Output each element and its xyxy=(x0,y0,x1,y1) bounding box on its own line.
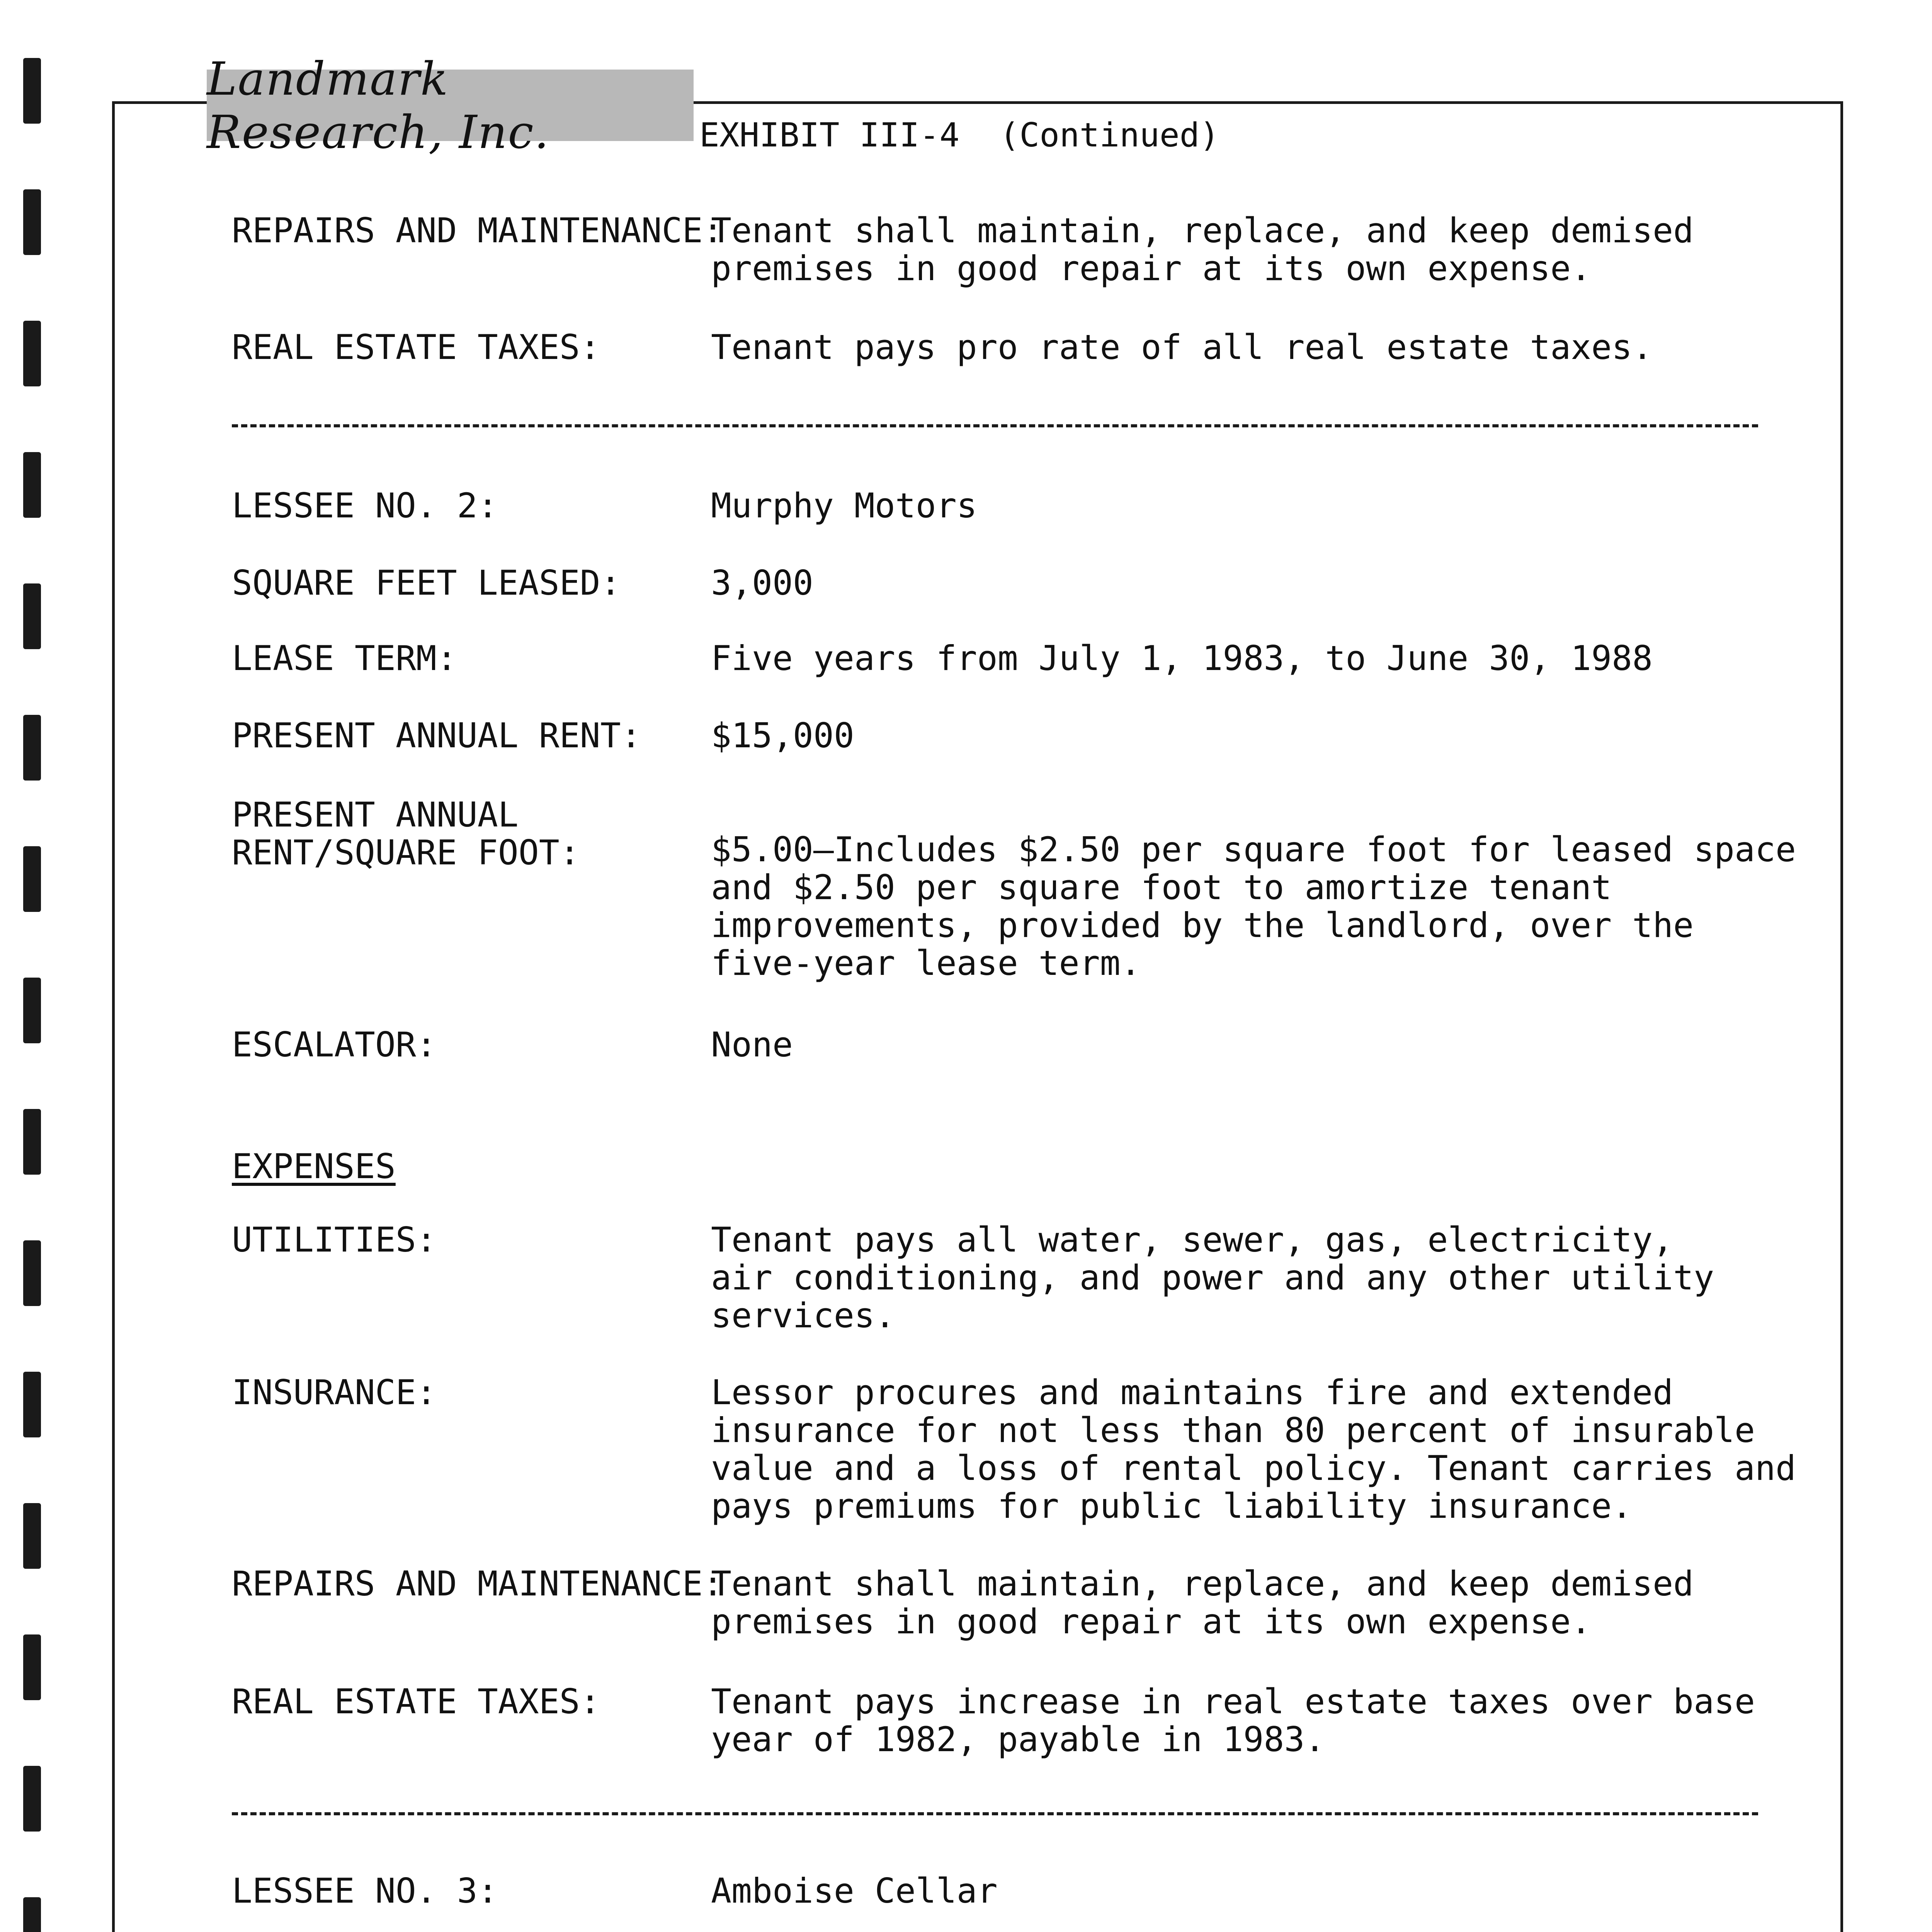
section-divider xyxy=(232,1812,1758,1815)
lessee-2-insurance-value: Lessor procures and maintains fire and extended insurance for not less than 80 percent of insurable value and a loss of rental policy. Tenant carries and pays premiums for public liability insurance. xyxy=(711,1372,1796,1526)
lessee-2-taxes-label: REAL ESTATE TAXES: xyxy=(232,1682,600,1721)
page-frame xyxy=(112,101,1843,1932)
punch-mark xyxy=(23,321,41,386)
punch-mark xyxy=(23,846,41,912)
lessee-2-sqft-value: 3,000 xyxy=(711,563,813,603)
lessee-2-value: Murphy Motors xyxy=(711,486,977,526)
lessee-2-sqft-label: SQUARE FEET LEASED: xyxy=(232,563,621,603)
punch-mark xyxy=(23,189,41,255)
punch-mark xyxy=(23,583,41,649)
lessee-2-label: LESSEE NO. 2: xyxy=(232,486,498,526)
lessee-2-rent-sqft-label: PRESENT ANNUAL RENT/SQUARE FOOT: xyxy=(232,795,580,872)
punch-mark xyxy=(23,1372,41,1437)
taxes-label: REAL ESTATE TAXES: xyxy=(232,327,600,367)
lessee-3-value: Amboise Cellar xyxy=(711,1871,998,1911)
punch-mark xyxy=(23,452,41,518)
punch-mark xyxy=(23,1240,41,1306)
lessee-2-repairs-label: REPAIRS AND MAINTENANCE: xyxy=(232,1564,723,1604)
punch-mark xyxy=(23,58,41,124)
punch-mark xyxy=(23,715,41,781)
lessee-2-taxes-value: Tenant pays increase in real estate taxes over base year of 1982, payable in 1983. xyxy=(711,1682,1755,1759)
binder-punch-strip xyxy=(0,0,46,1932)
lessee-2-term-value: Five years from July 1, 1983, to June 30, 1988 xyxy=(711,638,1653,678)
lessee-2-rent-label: PRESENT ANNUAL RENT: xyxy=(232,716,641,755)
punch-mark xyxy=(23,1897,41,1932)
company-logo: Landmark Research, Inc. xyxy=(207,70,694,141)
lessee-2-term-label: LEASE TERM: xyxy=(232,638,457,678)
lessee-2-repairs-value: Tenant shall maintain, replace, and keep demised premises in good repair at its own expense. xyxy=(711,1564,1694,1641)
repairs-label: REPAIRS AND MAINTENANCE: xyxy=(232,211,723,250)
repairs-value: Tenant shall maintain, replace, and keep demised premises in good repair at its own expense. xyxy=(711,211,1694,288)
punch-mark xyxy=(23,1503,41,1569)
punch-mark xyxy=(23,1109,41,1175)
lessee-2-escalator-value: None xyxy=(711,1025,793,1065)
lessee-2-insurance-label: INSURANCE: xyxy=(232,1372,437,1412)
expenses-heading: EXPENSES xyxy=(232,1146,396,1186)
lessee-2-rent-sqft-value: $5.00—Includes $2.50 per square foot for leased space and $2.50 per square foot to amortize tenant improvements, provided by the landlord, over the five-year lease term. xyxy=(711,830,1796,983)
lessee-2-rent-value: $15,000 xyxy=(711,716,854,755)
punch-mark xyxy=(23,978,41,1043)
exhibit-title: EXHIBIT III-4 (Continued) xyxy=(699,116,1220,155)
lessee-2-utilities-value: Tenant pays all water, sewer, gas, electricity, air conditioning, and power and any other utility services. xyxy=(711,1220,1714,1335)
lessee-2-utilities-label: UTILITIES: xyxy=(232,1220,437,1260)
taxes-value: Tenant pays pro rate of all real estate taxes. xyxy=(711,327,1653,367)
section-divider xyxy=(232,424,1758,427)
lessee-2-escalator-label: ESCALATOR: xyxy=(232,1025,437,1065)
lessee-3-label: LESSEE NO. 3: xyxy=(232,1871,498,1911)
punch-mark xyxy=(23,1634,41,1700)
punch-mark xyxy=(23,1766,41,1832)
